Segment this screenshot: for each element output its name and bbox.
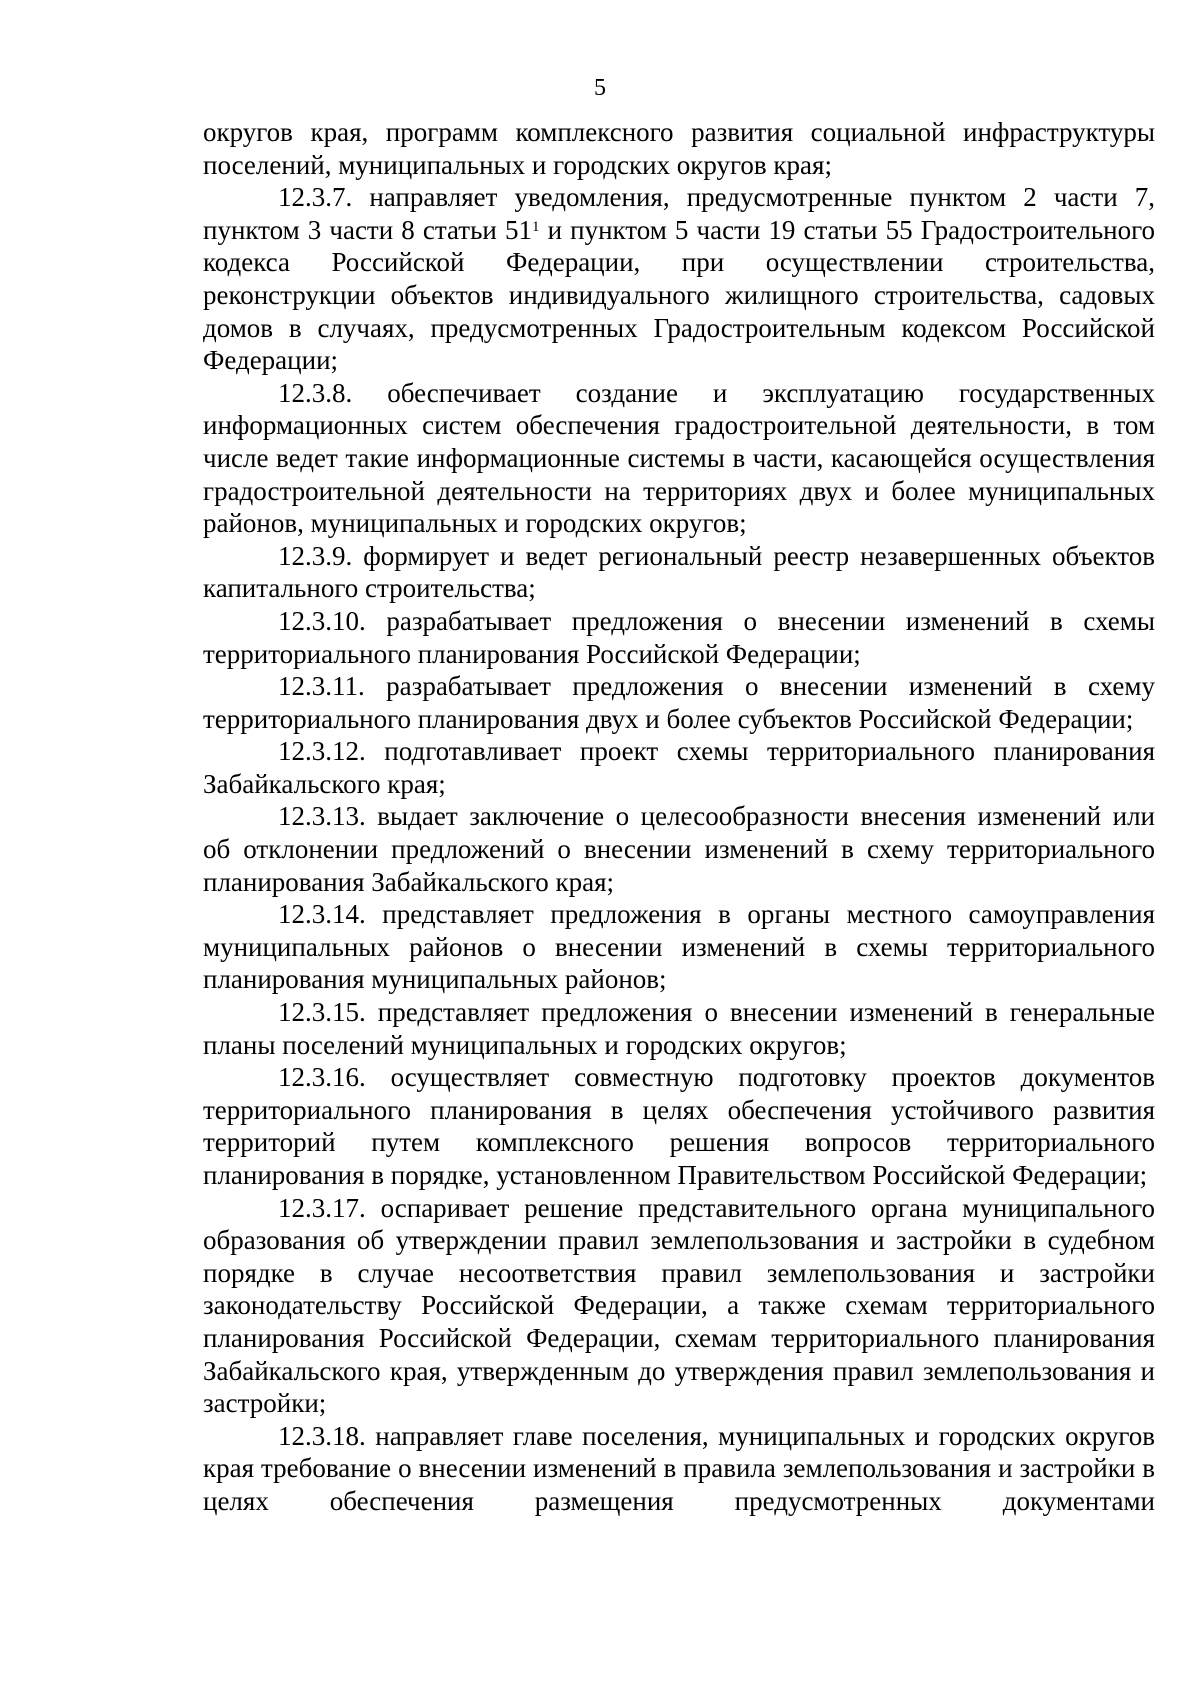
paragraph-12-3-18: 12.3.18. направляет главе поселения, муниципальных и городских округов края требование о внесении изменений в правила землепользования и застройки в целях обеспечения размещения предусмотренных документами (203, 1420, 1155, 1516)
paragraph-12-3-15: 12.3.15. представляет предложения о внесении изменений в генеральные планы поселений муниципальных и городских округов; (203, 997, 1155, 1060)
paragraph-12-3-13: 12.3.13. выдает заключение о целесообразности внесения изменений или об отклонении предложений о внесении изменений в схему территориального планирования Забайкальского края; (203, 801, 1155, 897)
superscript-index: 1 (531, 218, 540, 235)
paragraph-text: 12.3.7. направляет уведомления, предусмотренные пунктом 2 части 7, пунктом 3 части 8 статьи 51 (203, 182, 1155, 245)
paragraph-text: и пунктом 5 части 19 статьи 55 Градостроительного кодекса Российской Федерации, при осуществлении строительства, реконструкции объектов индивидуального жилищного строительства, садовых домов в случаях, предусмотренных Градостроительным кодексом Российской Федерации; (203, 214, 1155, 376)
paragraph-12-3-11: 12.3.11. разрабатывает предложения о внесении изменений в схему территориального планирования двух и более субъектов Российской Федерации; (203, 671, 1155, 734)
paragraph-12-3-12: 12.3.12. подготавливает проект схемы территориального планирования Забайкальского края; (203, 736, 1155, 799)
page-number: 5 (594, 75, 606, 101)
paragraph-12-3-7 (203, 181, 1155, 377)
paragraph-12-3-16: 12.3.16. осуществляет совместную подготовку проектов документов территориального планирования в целях обеспечения устойчивого развития территорий путем комплексного решения вопросов территориального планирования в порядке, установленном Правительством Российской Федерации; (203, 1062, 1155, 1190)
paragraph-12-3-8: 12.3.8. обеспечивает создание и эксплуатацию государственных информационных систем обеспечения градостроительной деятельности, в том числе ведет такие информационные системы в части, касающейся осуществления градостроительной деятельности на территориях двух и более муниципальных районов, муниципальных и городских округов; (203, 377, 1155, 539)
document-body (203, 116, 1155, 1518)
paragraph-12-3-10: 12.3.10. разрабатывает предложения о внесении изменений в схемы территориального планирования Российской Федерации; (203, 605, 1155, 669)
paragraph-12-3-9: 12.3.9. формирует и ведет региональный реестр незавершенных объектов капитального строительства; (203, 540, 1155, 604)
paragraph-12-3-17: 12.3.17. оспаривает решение представительного органа муниципального образования об утверждении правил землепользования и застройки в судебном порядке в случае несоответствия правил землепользования и застройки законодательству Российской Федерации, а также схемам территориального планирования Российской Федерации, схемам территориального планирования Забайкальского края, утвержденным до утверждения правил землепользования и застройки; (203, 1192, 1155, 1419)
paragraph-12-3-14: 12.3.14. представляет предложения в органы местного самоуправления муниципальных районов о внесении изменений в схемы территориального планирования муниципальных районов; (203, 899, 1155, 995)
paragraph-continuation: округов края, программ комплексного развития социальной инфраструктуры поселений, муниципальных и городских округов края; (203, 117, 1155, 180)
